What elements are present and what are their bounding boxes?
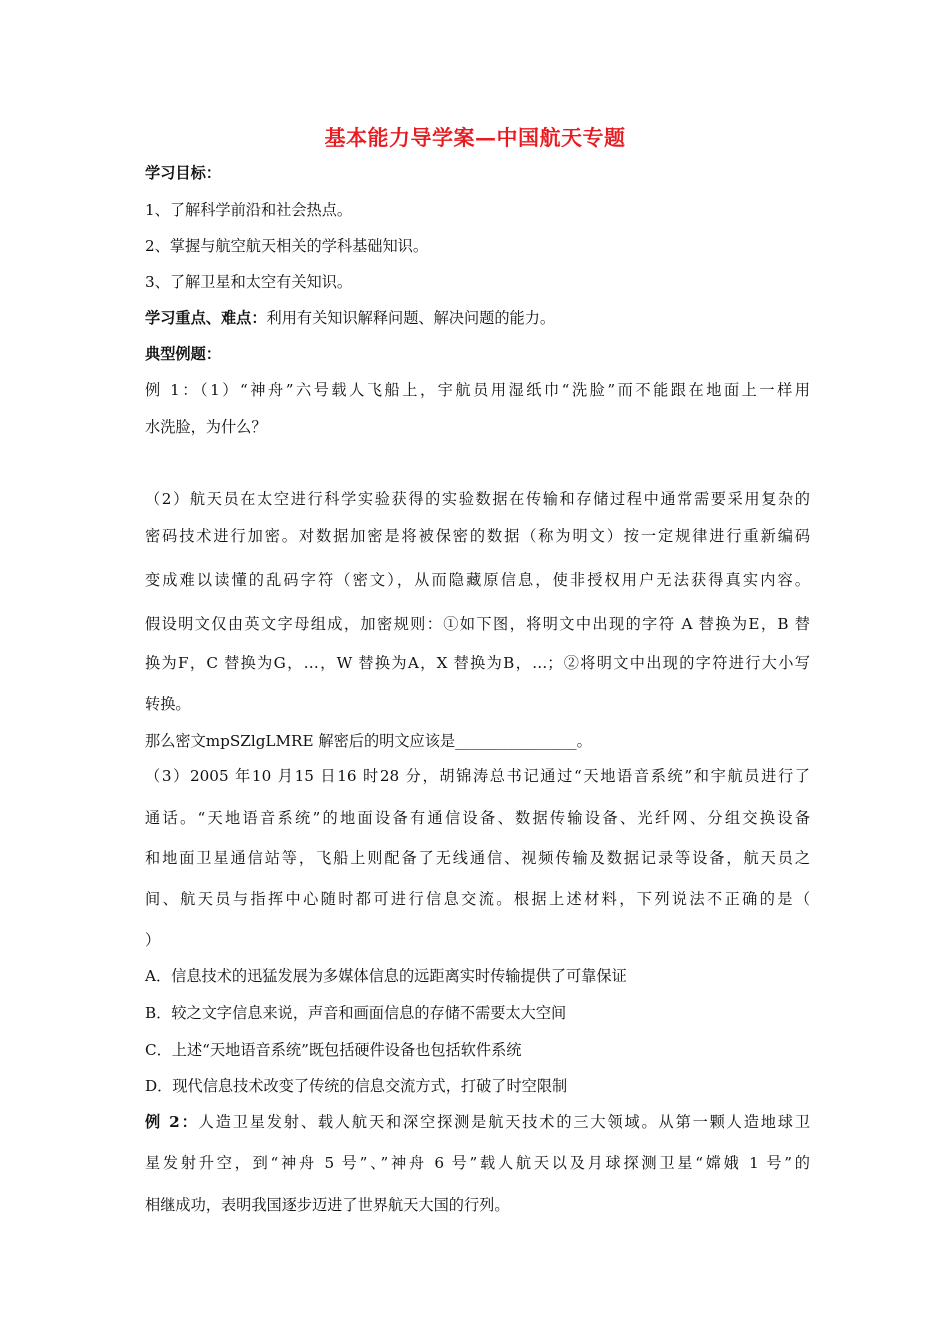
keypoints-label: 学习重点、难点： xyxy=(145,309,267,327)
ex1-q2-line-1: （2）航天员在太空进行科学实验获得的实验数据在传输和存储过程中通常需要采用复杂的 xyxy=(145,490,810,508)
ex1-q2-answer-line: 那么密文mpSZlgLMRE 解密后的明文应该是________________。 xyxy=(145,732,592,750)
ex2-line-2: 星发射升空，到“神舟 5 号”、”神舟 6 号”载人航天以及月球探测卫星“嫦娥 1 号”的 xyxy=(145,1154,810,1172)
ex2-line-1-text: 人造卫星发射、载人航天和深空探测是航天技术的三大领域。从第一颗人造地球卫 xyxy=(198,1113,811,1131)
ex1-q1-line-1: 例 1：（1）“神舟”六号载人飞船上，宇航员用湿纸巾“洗脸”而不能跟在地面上一样用 xyxy=(145,381,810,399)
ex1-q2-line-3: 变成难以读懂的乱码字符（密文），从而隐藏原信息，使非授权用户无法获得真实内容。 xyxy=(145,571,810,589)
keypoints-text: 利用有关知识解释问题、解决问题的能力。 xyxy=(266,309,556,327)
ex1-q3-line-4: 间、航天员与指挥中心随时都可进行信息交流。根据上述材料，下列说法不正确的是（ xyxy=(145,890,810,908)
objectives-heading: 学习目标： xyxy=(145,164,221,182)
ex2-line-3: 相继成功，表明我国逐步迈进了世界航天大国的行列。 xyxy=(145,1196,510,1214)
ex1-q3-line-5: ） xyxy=(145,931,161,949)
objective-item-1: 1、了解科学前沿和社会热点。 xyxy=(145,201,353,219)
ex1-q1-line-2: 水洗脸，为什么？ xyxy=(145,418,267,436)
keypoints-paragraph xyxy=(145,308,810,328)
ex1-q3-option-b: B．较之文字信息来说，声音和画面信息的存储不需要太大空间 xyxy=(145,1004,567,1022)
ex1-q3-option-d: D．现代信息技术改变了传统的信息交流方式，打破了时空限制 xyxy=(145,1077,568,1095)
ex1-q3-option-c: C．上述“天地语音系统”既包括硬件设备也包括软件系统 xyxy=(145,1041,522,1059)
ex1-q3-line-1: （3）2005 年10 月15 日16 时28 分，胡锦涛总书记通过“天地语音系统”和宇航员进行了 xyxy=(145,767,810,785)
ex1-q3-line-2: 通话。“天地语音系统”的地面设备有通信设备、数据传输设备、光纤网、分组交换设备 xyxy=(145,809,810,827)
examples-heading: 典型例题： xyxy=(145,345,221,363)
ex2-label: 例 2： xyxy=(145,1113,199,1131)
ex1-q2-line-6: 转换。 xyxy=(145,695,191,713)
objective-item-3: 3、了解卫星和太空有关知识。 xyxy=(145,273,353,291)
document-title: 基本能力导学案—中国航天专题 xyxy=(324,125,626,150)
ex1-q2-line-2: 密码技术进行加密。对数据加密是将被保密的数据（称为明文）按一定规律进行重新编码 xyxy=(145,527,810,545)
objective-item-2: 2、掌握与航空航天相关的学科基础知识。 xyxy=(145,237,429,255)
ex1-q3-line-3: 和地面卫星通信站等，飞船上则配备了无线通信、视频传输及数据记录等设备，航天员之 xyxy=(145,849,810,867)
ex1-q3-option-a: A．信息技术的迅猛发展为多媒体信息的远距离实时传输提供了可靠保证 xyxy=(145,967,627,985)
ex1-q2-line-5: 换为F，C 替换为G，…，W 替换为A，X 替换为B，…；②将明文中出现的字符进行大小写 xyxy=(145,654,810,672)
ex1-q2-line-4: 假设明文仅由英文字母组成，加密规则：①如下图，将明文中出现的字符 A 替换为E，B 替 xyxy=(145,615,810,633)
ex2-line-1 xyxy=(145,1112,810,1132)
